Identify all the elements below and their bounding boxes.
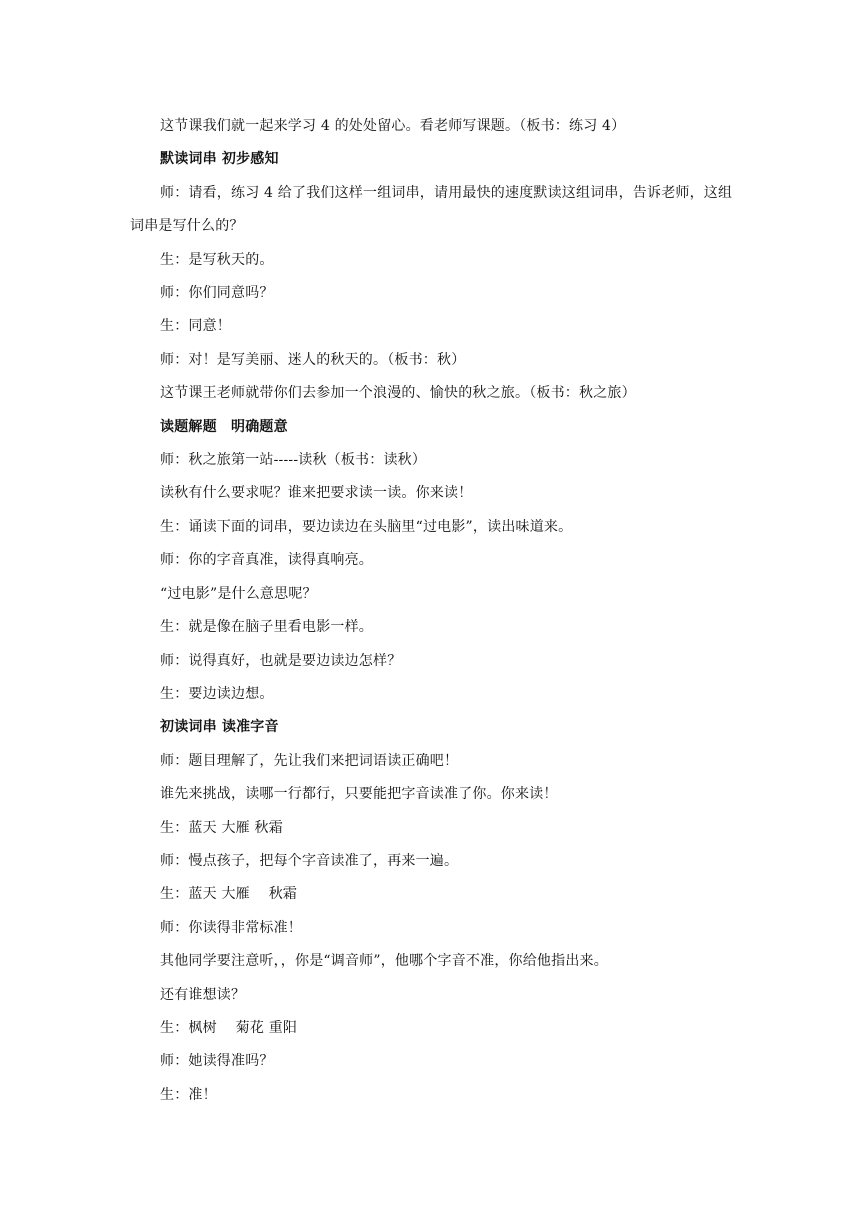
paragraph: 师：请看，练习 4 给了我们这样一组词串，请用最快的速度默读这组词串，告诉老师，这组词串是写什么的？	[130, 184, 733, 235]
paragraph: 谁先来挑战，读哪一行都行，只要能把字音读准了你。你来读！	[160, 786, 558, 803]
paragraph: 师：题目理解了，先让我们来把词语读正确吧！	[160, 752, 459, 769]
paragraph: 师：你读得非常标准！	[160, 919, 302, 936]
paragraph: 生：诵读下面的词串，要边读边在头脑里“过电影”，读出味道来。	[160, 518, 573, 535]
paragraph: 生：就是像在脑子里看电影一样。	[160, 619, 373, 636]
paragraph: 读秋有什么要求呢？谁来把要求读一读。你来读！	[160, 485, 473, 502]
paragraph: 生：蓝天 大雁 秋霜	[160, 819, 283, 836]
section-heading: 读题解题 明确题意	[160, 418, 288, 435]
document-body	[130, 110, 740, 1112]
paragraph: 还有谁想读？	[160, 986, 246, 1003]
paragraph: 生：同意！	[160, 318, 231, 335]
paragraph: 师：你们同意吗？	[160, 285, 274, 302]
paragraph: 师：秋之旅第一站-----读秋（板书：读秋）	[160, 452, 427, 469]
paragraph: 师：慢点孩子，把每个字音读准了，再来一遍。	[160, 852, 459, 869]
paragraph: “过电影”是什么意思呢？	[160, 585, 317, 602]
section-heading: 初读词串 读准字音	[160, 719, 279, 736]
paragraph: 师：你的字音真准，读得真响亮。	[160, 552, 373, 569]
paragraph: 这节课我们就一起来学习 4 的处处留心。看老师写课题。（板书：练习 4）	[160, 118, 626, 134]
paragraph: 生：要边读边想。	[160, 685, 274, 702]
paragraph: 生：是写秋天的。	[160, 251, 274, 268]
section-heading: 默读词串 初步感知	[160, 151, 279, 168]
paragraph: 生：枫树 菊花 重阳	[160, 1019, 298, 1036]
paragraph: 师：她读得准吗？	[160, 1053, 274, 1070]
paragraph: 师：说得真好，也就是要边读边怎样？	[160, 652, 402, 669]
paragraph: 这节课王老师就带你们去参加一个浪漫的、愉快的秋之旅。（板书：秋之旅）	[160, 385, 636, 402]
paragraph: 生：准！	[160, 1086, 217, 1103]
paragraph: 生：蓝天 大雁 秋霜	[160, 886, 298, 903]
paragraph: 师：对！是写美丽、迷人的秋天的。（板书：秋）	[160, 351, 466, 368]
paragraph: 其他同学要注意听，，你是“调音师”，他哪个字音不准，你给他指出来。	[160, 953, 608, 970]
